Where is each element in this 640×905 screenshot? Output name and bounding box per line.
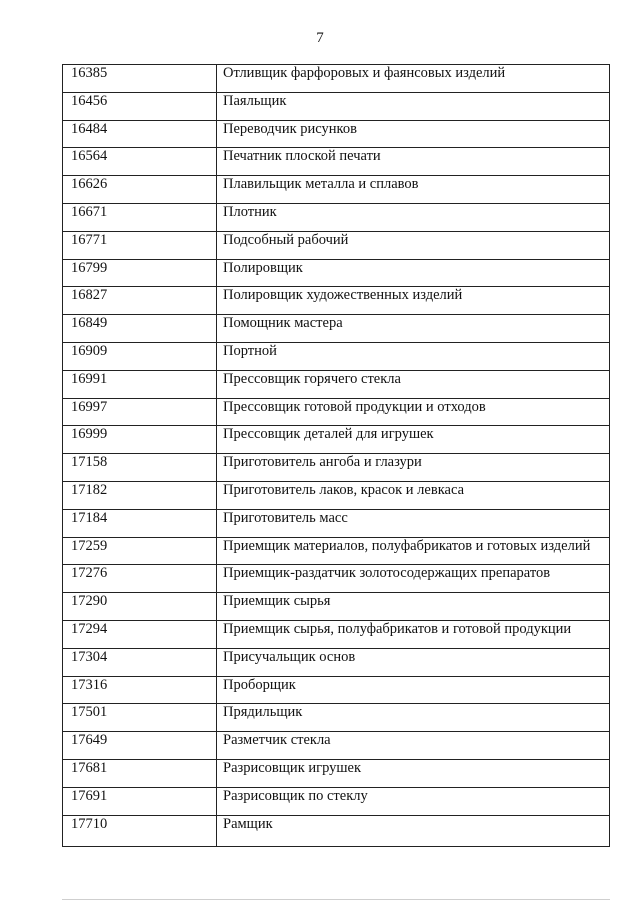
table-row <box>63 593 610 621</box>
page-bottom-rule <box>62 899 610 900</box>
profession-name: Присучальщик основ <box>217 648 610 676</box>
table-row <box>63 787 610 815</box>
profession-code: 17158 <box>63 454 217 482</box>
profession-code: 17290 <box>63 593 217 621</box>
profession-code: 17710 <box>63 815 217 846</box>
profession-name: Подсобный рабочий <box>217 231 610 259</box>
table-row <box>63 176 610 204</box>
profession-name: Разрисовщик игрушек <box>217 759 610 787</box>
table-row <box>63 342 610 370</box>
profession-code: 17276 <box>63 565 217 593</box>
table-row <box>63 565 610 593</box>
profession-name: Плавильщик металла и сплавов <box>217 176 610 204</box>
profession-code: 16999 <box>63 426 217 454</box>
profession-code: 17294 <box>63 620 217 648</box>
table-row <box>63 203 610 231</box>
profession-name: Полировщик художественных изделий <box>217 287 610 315</box>
profession-name: Рамщик <box>217 815 610 846</box>
profession-name: Разметчик стекла <box>217 732 610 760</box>
profession-name: Приемщик материалов, полуфабрикатов и готовых изделий <box>217 537 610 565</box>
profession-name: Переводчик рисунков <box>217 120 610 148</box>
profession-code: 16456 <box>63 92 217 120</box>
profession-code: 16771 <box>63 231 217 259</box>
profession-code: 16484 <box>63 120 217 148</box>
table-row <box>63 259 610 287</box>
table-row <box>63 426 610 454</box>
table-row <box>63 732 610 760</box>
profession-code: 17501 <box>63 704 217 732</box>
profession-code: 17681 <box>63 759 217 787</box>
profession-code: 16827 <box>63 287 217 315</box>
table-row <box>63 120 610 148</box>
table-row <box>63 398 610 426</box>
profession-code: 17649 <box>63 732 217 760</box>
profession-name: Проборщик <box>217 676 610 704</box>
table-row <box>63 815 610 846</box>
profession-code: 17259 <box>63 537 217 565</box>
profession-name: Приемщик сырья, полуфабрикатов и готовой продукции <box>217 620 610 648</box>
profession-name: Приемщик-раздатчик золотосодержащих препаратов <box>217 565 610 593</box>
profession-code: 17316 <box>63 676 217 704</box>
profession-name: Портной <box>217 342 610 370</box>
profession-codes-table <box>62 64 610 847</box>
table-row <box>63 287 610 315</box>
table-row <box>63 648 610 676</box>
profession-code: 17691 <box>63 787 217 815</box>
table-row <box>63 676 610 704</box>
profession-code: 17182 <box>63 481 217 509</box>
profession-code: 16991 <box>63 370 217 398</box>
profession-name: Помощник мастера <box>217 315 610 343</box>
profession-name: Плотник <box>217 203 610 231</box>
profession-name: Отливщик фарфоровых и фаянсовых изделий <box>217 65 610 93</box>
profession-name: Приготовитель масс <box>217 509 610 537</box>
profession-code: 16385 <box>63 65 217 93</box>
table-row <box>63 454 610 482</box>
profession-name: Прессовщик деталей для игрушек <box>217 426 610 454</box>
profession-name: Печатник плоской печати <box>217 148 610 176</box>
profession-name: Приготовитель ангоба и глазури <box>217 454 610 482</box>
table-row <box>63 509 610 537</box>
page-number: 7 <box>316 30 324 46</box>
profession-code: 16799 <box>63 259 217 287</box>
profession-name: Приемщик сырья <box>217 593 610 621</box>
table-row <box>63 537 610 565</box>
table-row <box>63 231 610 259</box>
profession-name: Прядильщик <box>217 704 610 732</box>
profession-name: Приготовитель лаков, красок и левкаса <box>217 481 610 509</box>
table-row <box>63 92 610 120</box>
profession-code: 16564 <box>63 148 217 176</box>
table-row <box>63 370 610 398</box>
profession-name: Разрисовщик по стеклу <box>217 787 610 815</box>
profession-code: 16849 <box>63 315 217 343</box>
table-row <box>63 481 610 509</box>
profession-code: 16909 <box>63 342 217 370</box>
table-row <box>63 148 610 176</box>
profession-code: 17184 <box>63 509 217 537</box>
table-row <box>63 704 610 732</box>
profession-name: Прессовщик горячего стекла <box>217 370 610 398</box>
profession-code: 16671 <box>63 203 217 231</box>
profession-code: 17304 <box>63 648 217 676</box>
profession-code: 16626 <box>63 176 217 204</box>
table-row <box>63 620 610 648</box>
profession-name: Паяльщик <box>217 92 610 120</box>
profession-code: 16997 <box>63 398 217 426</box>
table-row <box>63 759 610 787</box>
profession-name: Прессовщик готовой продукции и отходов <box>217 398 610 426</box>
table-row <box>63 315 610 343</box>
profession-name: Полировщик <box>217 259 610 287</box>
table-row <box>63 65 610 93</box>
